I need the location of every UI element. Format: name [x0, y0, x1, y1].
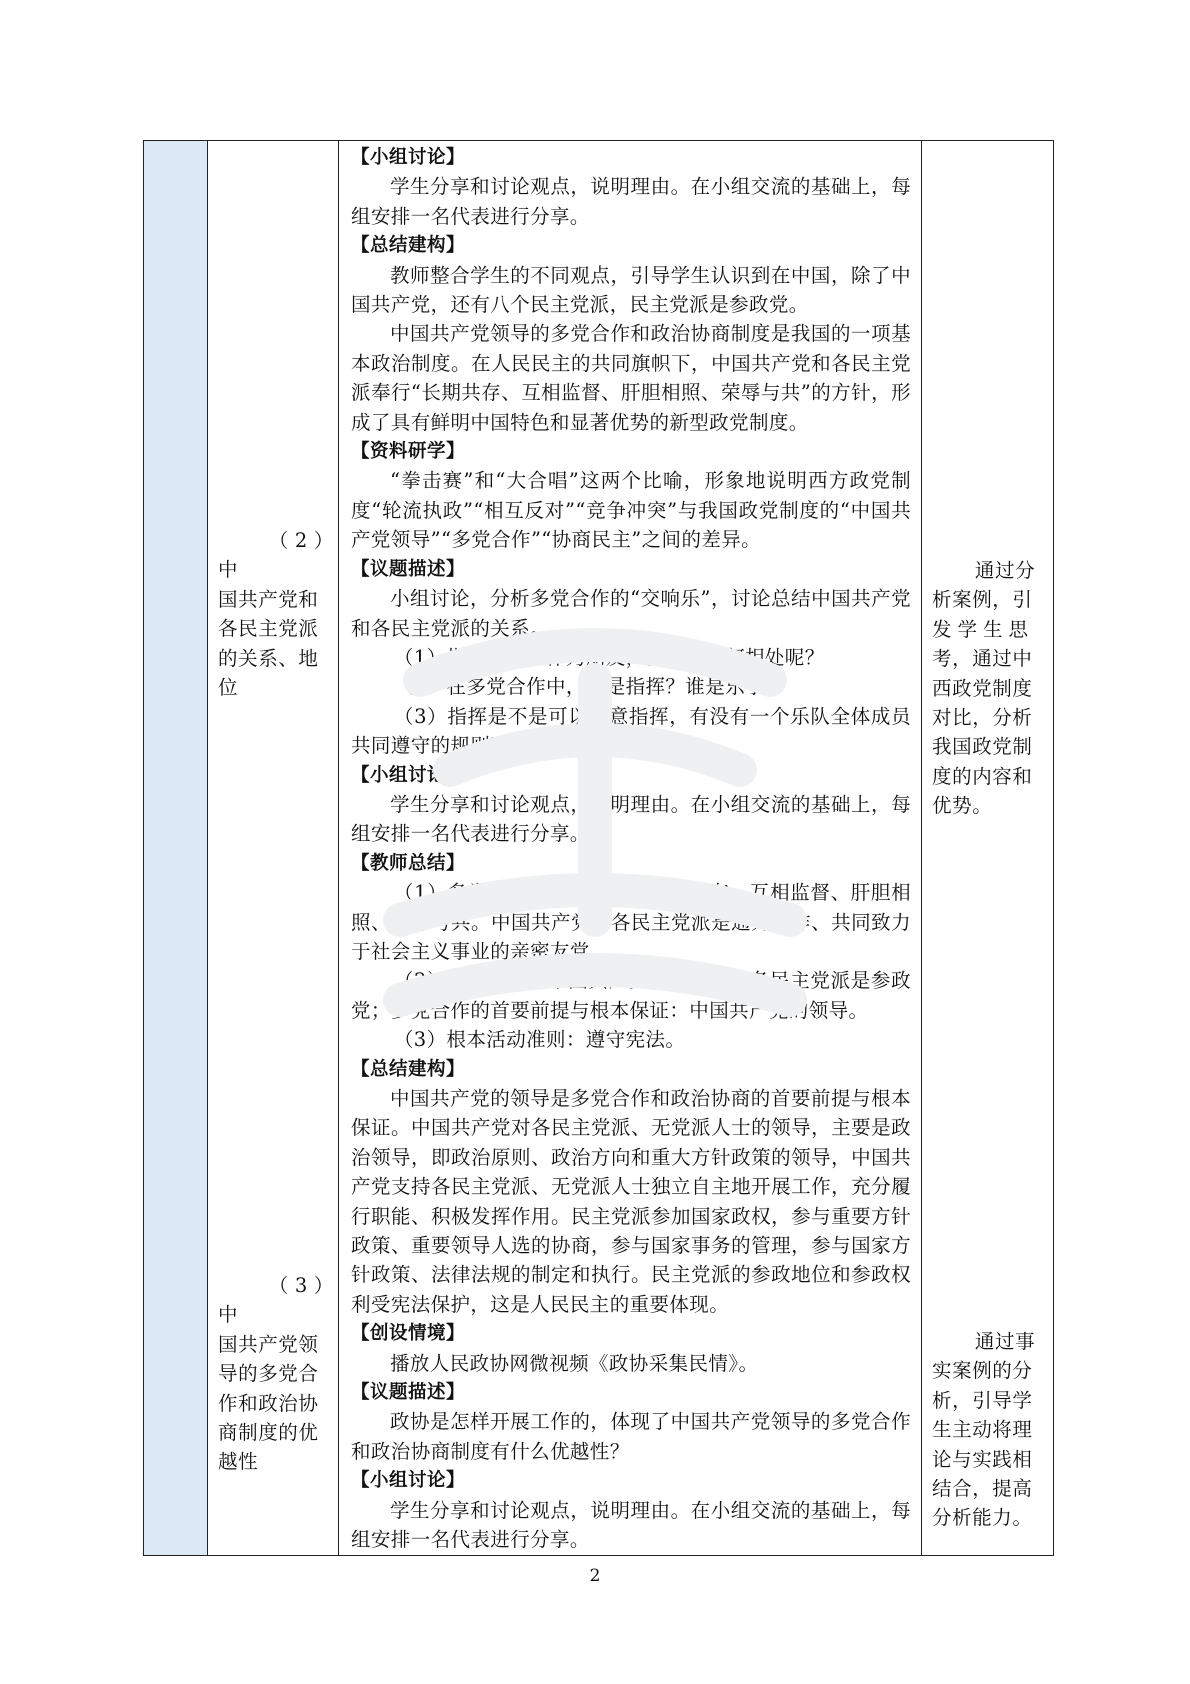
summary-item: （3）根本活动准则：遵守宪法。: [393, 1028, 686, 1052]
heading-issue-description: 【议题描述】: [351, 1382, 466, 1404]
page-number: 2: [589, 1566, 601, 1586]
heading-group-discussion: 【小组讨论】: [351, 1470, 466, 1492]
question-item: （1）指挥和乐手作为朋友，他们该如何相处呢？: [393, 645, 825, 669]
paragraph: “拳击赛”和“大合唱”这两个比喻，形象地说明西方政党制度“轮流执政”“相互反对”“竞争冲突”与我国政党制度的“中国共产党领导”“多党合作”“协商民主”之间的差异。: [351, 469, 911, 552]
purpose-3-text: 通过事 实案例的分 析，引导学 生主动将理 论与实践相 结合，提高 分析能力。: [932, 1330, 1036, 1530]
heading-summary-construction: 【总结建构】: [351, 235, 466, 257]
heading-group-discussion: 【小组讨论】: [351, 764, 466, 786]
paragraph: 政协是怎样开展工作的，体现了中国共产党领导的多党合作和政治协商制度有什么优越性？: [351, 1410, 911, 1463]
paragraph: 小组讨论，分析多党合作的“交响乐”，讨论总结中国共产党和各民主党派的关系。: [351, 587, 911, 640]
activity-cell: [339, 141, 922, 1556]
heading-teacher-summary: 【教师总结】: [351, 852, 466, 874]
section-label-cell: [144, 141, 208, 1556]
paragraph: 学生分享和讨论观点，说明理由。在小组交流的基础上，每组安排一名代表进行分享。: [351, 175, 911, 228]
heading-scenario-creation: 【创设情境】: [351, 1323, 466, 1345]
heading-issue-description: 【议题描述】: [351, 558, 466, 580]
heading-material-study: 【资料研学】: [351, 441, 466, 463]
topic-2-text: （2）中 国共产党和 各民主党派 的关系、地 位: [218, 529, 334, 700]
activity-content: [339, 141, 921, 1555]
paragraph: 播放人民政协网微视频《政协采集民情》。: [390, 1351, 759, 1375]
purpose-2-text: 通过分 析案例，引 发学生思 考，通过中 西政党制度 对比，分析 我国政党制 度的内容和 优势。: [932, 559, 1036, 818]
paragraph: 中国共产党领导的多党合作和政治协商制度是我国的一项基本政治制度。在人民民主的共同旗帜下，中国共产党和各民主党派奉行“长期共存、互相监督、肝胆相照、荣辱与共”的方针，形成了具有鲜明中国特色和显著优势的新型政党制度。: [351, 322, 911, 434]
paragraph: 学生分享和讨论观点，说明理由。在小组交流的基础上，每组安排一名代表进行分享。: [351, 1498, 911, 1552]
question-item: （2）在多党合作中，谁是指挥？谁是乐手？: [393, 675, 785, 699]
paragraph: 学生分享和讨论观点，说明理由。在小组交流的基础上，每组安排一名代表进行分享。: [351, 792, 911, 846]
lesson-table: [143, 140, 1054, 1556]
design-intent-cell: [922, 141, 1054, 1556]
paragraph: 教师整合学生的不同观点，引导学生认识到在中国，除了中国共产党，还有八个民主党派，民主党派是参政党。: [351, 263, 911, 317]
topic-3-text: （3）中 国共产党领 导的多党合 作和政治协 商制度的优 越性: [218, 1274, 334, 1474]
paragraph: 中国共产党的领导是多党合作和政治协商的首要前提与根本保证。中国共产党对各民主党派、无党派人士的领导，主要是政治领导，即政治原则、政治方向和重大方针政策的领导，中国共产党支持各民主党派、无党派人士独立自主地开展工作，充分履行职能、积极发挥作用。民主党派参加国家政权，参与重要方针政策、重要领导人选的协商，参与国家事务的管理，参与国家方针政策、法律法规的制定和执行。民主党派的参政地位和参政权利受宪法保护，这是人民民主的重要体现。: [351, 1087, 911, 1316]
heading-group-discussion: 【小组讨论】: [351, 147, 466, 168]
question-item: （3）指挥是不是可以随意指挥，有没有一个乐队全体成员共同遵守的规则呢？: [351, 704, 911, 758]
summary-item: （1）多党合作的基本方针：长期共存、互相监督、肝胆相照、荣辱与共。中国共产党和各民主党派是通力合作、共同致力于社会主义事业的亲密友党。: [351, 881, 911, 963]
heading-summary-construction: 【总结建构】: [351, 1058, 466, 1080]
summary-item: （2）政治地位：中国共产党是执政党，各民主党派是参政党；多党合作的首要前提与根本保证：中国共产党的领导。: [351, 969, 911, 1022]
topic-cell: [208, 141, 339, 1556]
